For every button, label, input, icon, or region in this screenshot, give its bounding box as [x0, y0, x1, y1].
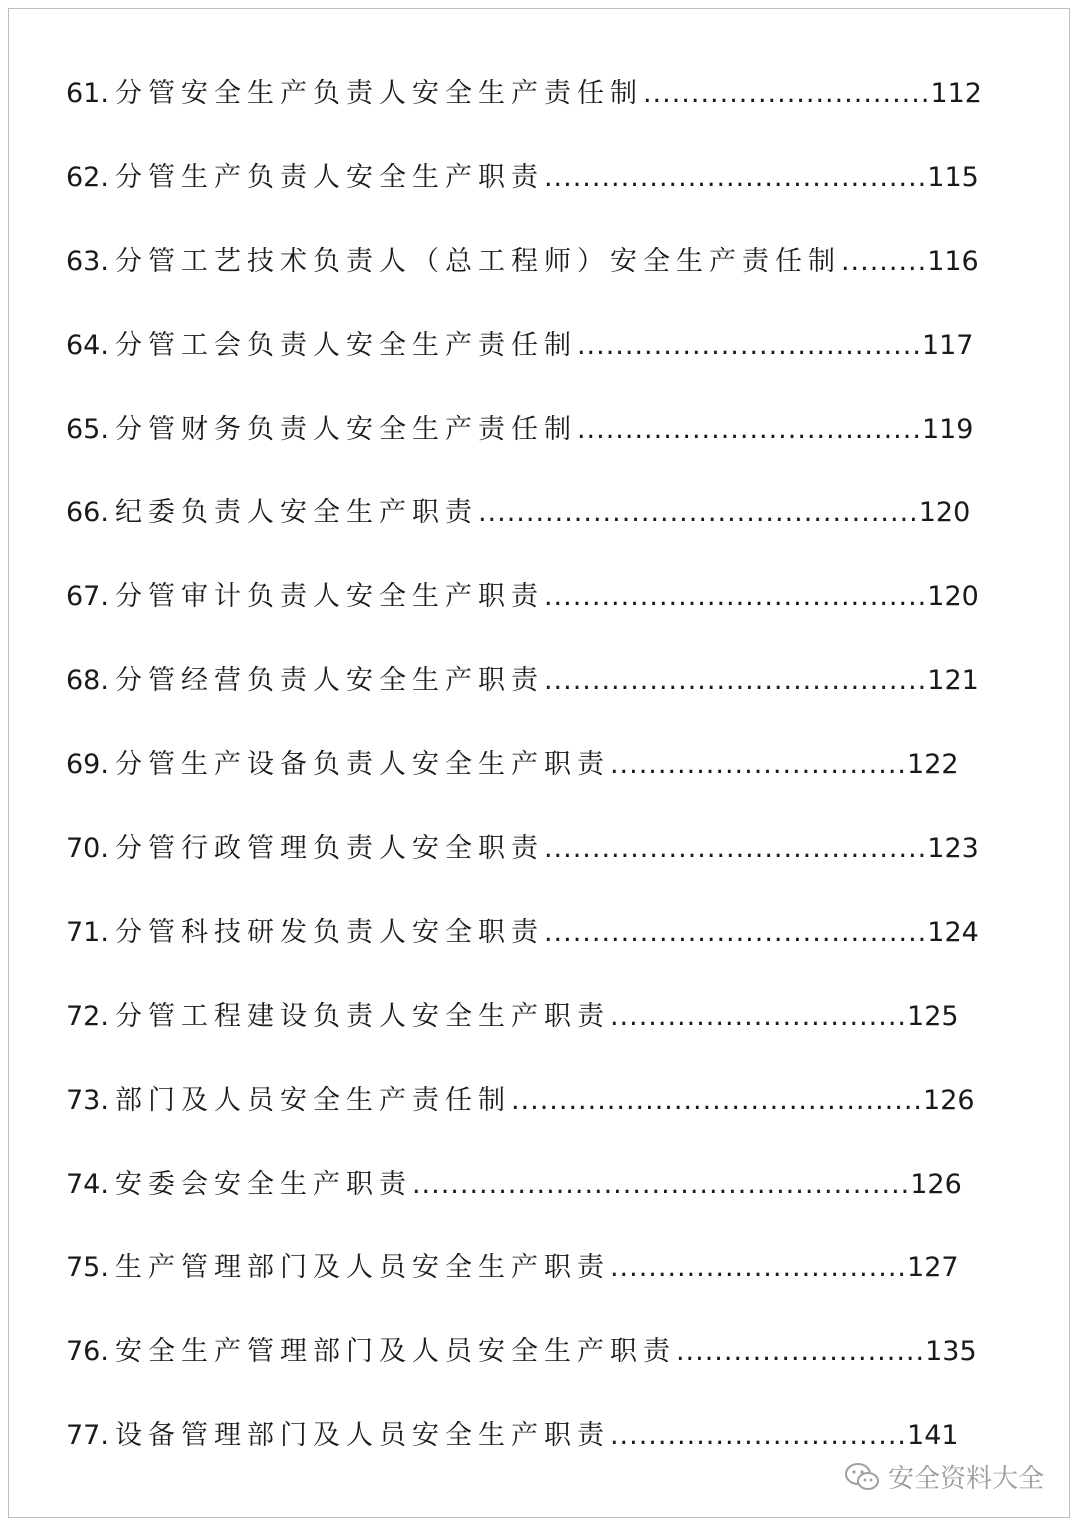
toc-entry-title: 安委会安全生产职责 [114, 1168, 412, 1200]
toc-entry-page: 125 [907, 1000, 959, 1032]
toc-entry-leader: .............................................. [477, 497, 919, 529]
toc-entry-title: 分管经营负责人安全生产职责 [114, 665, 544, 697]
toc-entry-leader: ............................... [609, 1252, 908, 1284]
toc-entry-page: 119 [921, 413, 974, 445]
toc-entry-page: 126 [910, 1168, 962, 1200]
toc-entry-page: 120 [927, 581, 979, 613]
toc-entry-page: 121 [927, 665, 979, 697]
toc-entry-number: 72. [66, 1000, 109, 1032]
toc-entry-number: 65. [66, 413, 109, 445]
toc-entry-68[interactable] [66, 657, 979, 741]
wechat-icon [844, 1462, 880, 1492]
watermark [844, 1458, 1044, 1495]
watermark-text: 安全资料大全 [887, 1464, 1044, 1494]
toc-entry-page: 112 [930, 78, 982, 109]
toc-entry-page: 126 [923, 1084, 975, 1116]
toc-entry-number: 76. [66, 1336, 109, 1368]
toc-entry-leader: ........................................... [510, 1084, 924, 1116]
toc-entry-number: 69. [66, 749, 109, 781]
toc-entry-title: 设备管理部门及人员安全生产职责 [114, 1420, 610, 1452]
toc-entry-page: 117 [921, 329, 974, 361]
toc-entry-number: 68. [66, 665, 109, 697]
toc-entry-page: 124 [927, 916, 979, 948]
toc-entry-66[interactable] [66, 489, 971, 573]
toc-entry-leader: .................................... [576, 329, 922, 361]
toc-entry-61[interactable] [66, 70, 982, 154]
toc-entry-number: 77. [66, 1420, 109, 1452]
toc-entry-63[interactable] [66, 238, 979, 322]
toc-entry-page: 120 [918, 497, 971, 529]
toc-entry-number: 73. [66, 1084, 109, 1116]
toc-entry-number: 66. [66, 497, 109, 529]
toc-entry-page: 123 [927, 833, 979, 865]
toc-entry-71[interactable] [66, 909, 979, 993]
toc-entry-title: 分管生产设备负责人安全生产职责 [114, 749, 610, 781]
toc-entry-62[interactable] [66, 154, 979, 238]
toc-entry-title: 分管工会负责人安全生产责任制 [114, 329, 577, 361]
toc-entry-number: 64. [66, 329, 109, 361]
toc-entry-number: 61. [66, 78, 109, 109]
toc-entry-page: 122 [907, 749, 959, 781]
toc-entry-page: 135 [925, 1336, 977, 1368]
toc-entry-64[interactable] [66, 322, 974, 406]
toc-entry-number: 62. [66, 161, 109, 193]
toc-entry-73[interactable] [66, 1077, 975, 1161]
toc-entry-page: 115 [927, 161, 979, 193]
toc-entry-77[interactable] [66, 1412, 966, 1496]
toc-entry-leader: ........................................ [543, 665, 928, 697]
toc-entry-69[interactable] [66, 741, 966, 825]
toc-entry-title: 分管工艺技术负责人（总工程师）安全生产责任制 [114, 245, 841, 277]
toc-entry-title: 分管生产负责人安全生产职责 [114, 161, 544, 193]
toc-entry-number: 70. [66, 833, 109, 865]
toc-entry-page: 116 [927, 245, 979, 277]
toc-entry-leader: .................................................... [411, 1168, 911, 1200]
toc-entry-title: 部门及人员安全生产责任制 [114, 1084, 511, 1116]
table-of-contents [66, 70, 982, 1496]
toc-entry-leader: .................................... [576, 413, 922, 445]
toc-entry-leader: ......... [840, 245, 928, 277]
toc-entry-leader: .......................... [675, 1336, 926, 1368]
toc-entry-title: 分管行政管理负责人安全职责 [114, 833, 544, 865]
toc-entry-leader: ............................... [609, 1000, 908, 1032]
toc-entry-title: 分管财务负责人安全生产责任制 [114, 413, 577, 445]
toc-entry-leader: ........................................ [543, 161, 928, 193]
toc-entry-title: 分管工程建设负责人安全生产职责 [114, 1000, 610, 1032]
toc-entry-leader: ............................... [609, 1420, 908, 1452]
toc-entry-title: 分管审计负责人安全生产职责 [114, 581, 544, 613]
toc-entry-leader: ........................................ [543, 581, 928, 613]
toc-entry-number: 63. [66, 245, 109, 277]
toc-entry-leader: ........................................ [543, 916, 928, 948]
toc-entry-65[interactable] [66, 406, 974, 490]
toc-entry-title: 纪委负责人安全生产职责 [114, 497, 478, 529]
toc-entry-number: 71. [66, 916, 109, 948]
toc-entry-75[interactable] [66, 1244, 966, 1328]
toc-entry-title: 安全生产管理部门及人员安全生产职责 [114, 1336, 676, 1368]
toc-entry-leader: ............................... [609, 749, 908, 781]
toc-entry-page: 127 [907, 1252, 959, 1284]
toc-entry-67[interactable] [66, 573, 979, 657]
toc-entry-title: 分管科技研发负责人安全职责 [114, 916, 544, 948]
toc-entry-title: 分管安全生产负责人安全生产责任制 [114, 78, 643, 109]
toc-entry-number: 75. [66, 1252, 109, 1284]
toc-entry-70[interactable] [66, 825, 979, 909]
toc-entry-number: 67. [66, 581, 109, 613]
toc-entry-page: 141 [907, 1420, 959, 1452]
toc-entry-72[interactable] [66, 993, 966, 1077]
toc-entry-74[interactable] [66, 1161, 966, 1245]
toc-entry-leader: .............................. [642, 78, 931, 109]
toc-entry-number: 74. [66, 1168, 109, 1200]
toc-entry-title: 生产管理部门及人员安全生产职责 [114, 1252, 610, 1284]
toc-entry-76[interactable] [66, 1328, 977, 1412]
toc-entry-leader: ........................................ [543, 833, 928, 865]
